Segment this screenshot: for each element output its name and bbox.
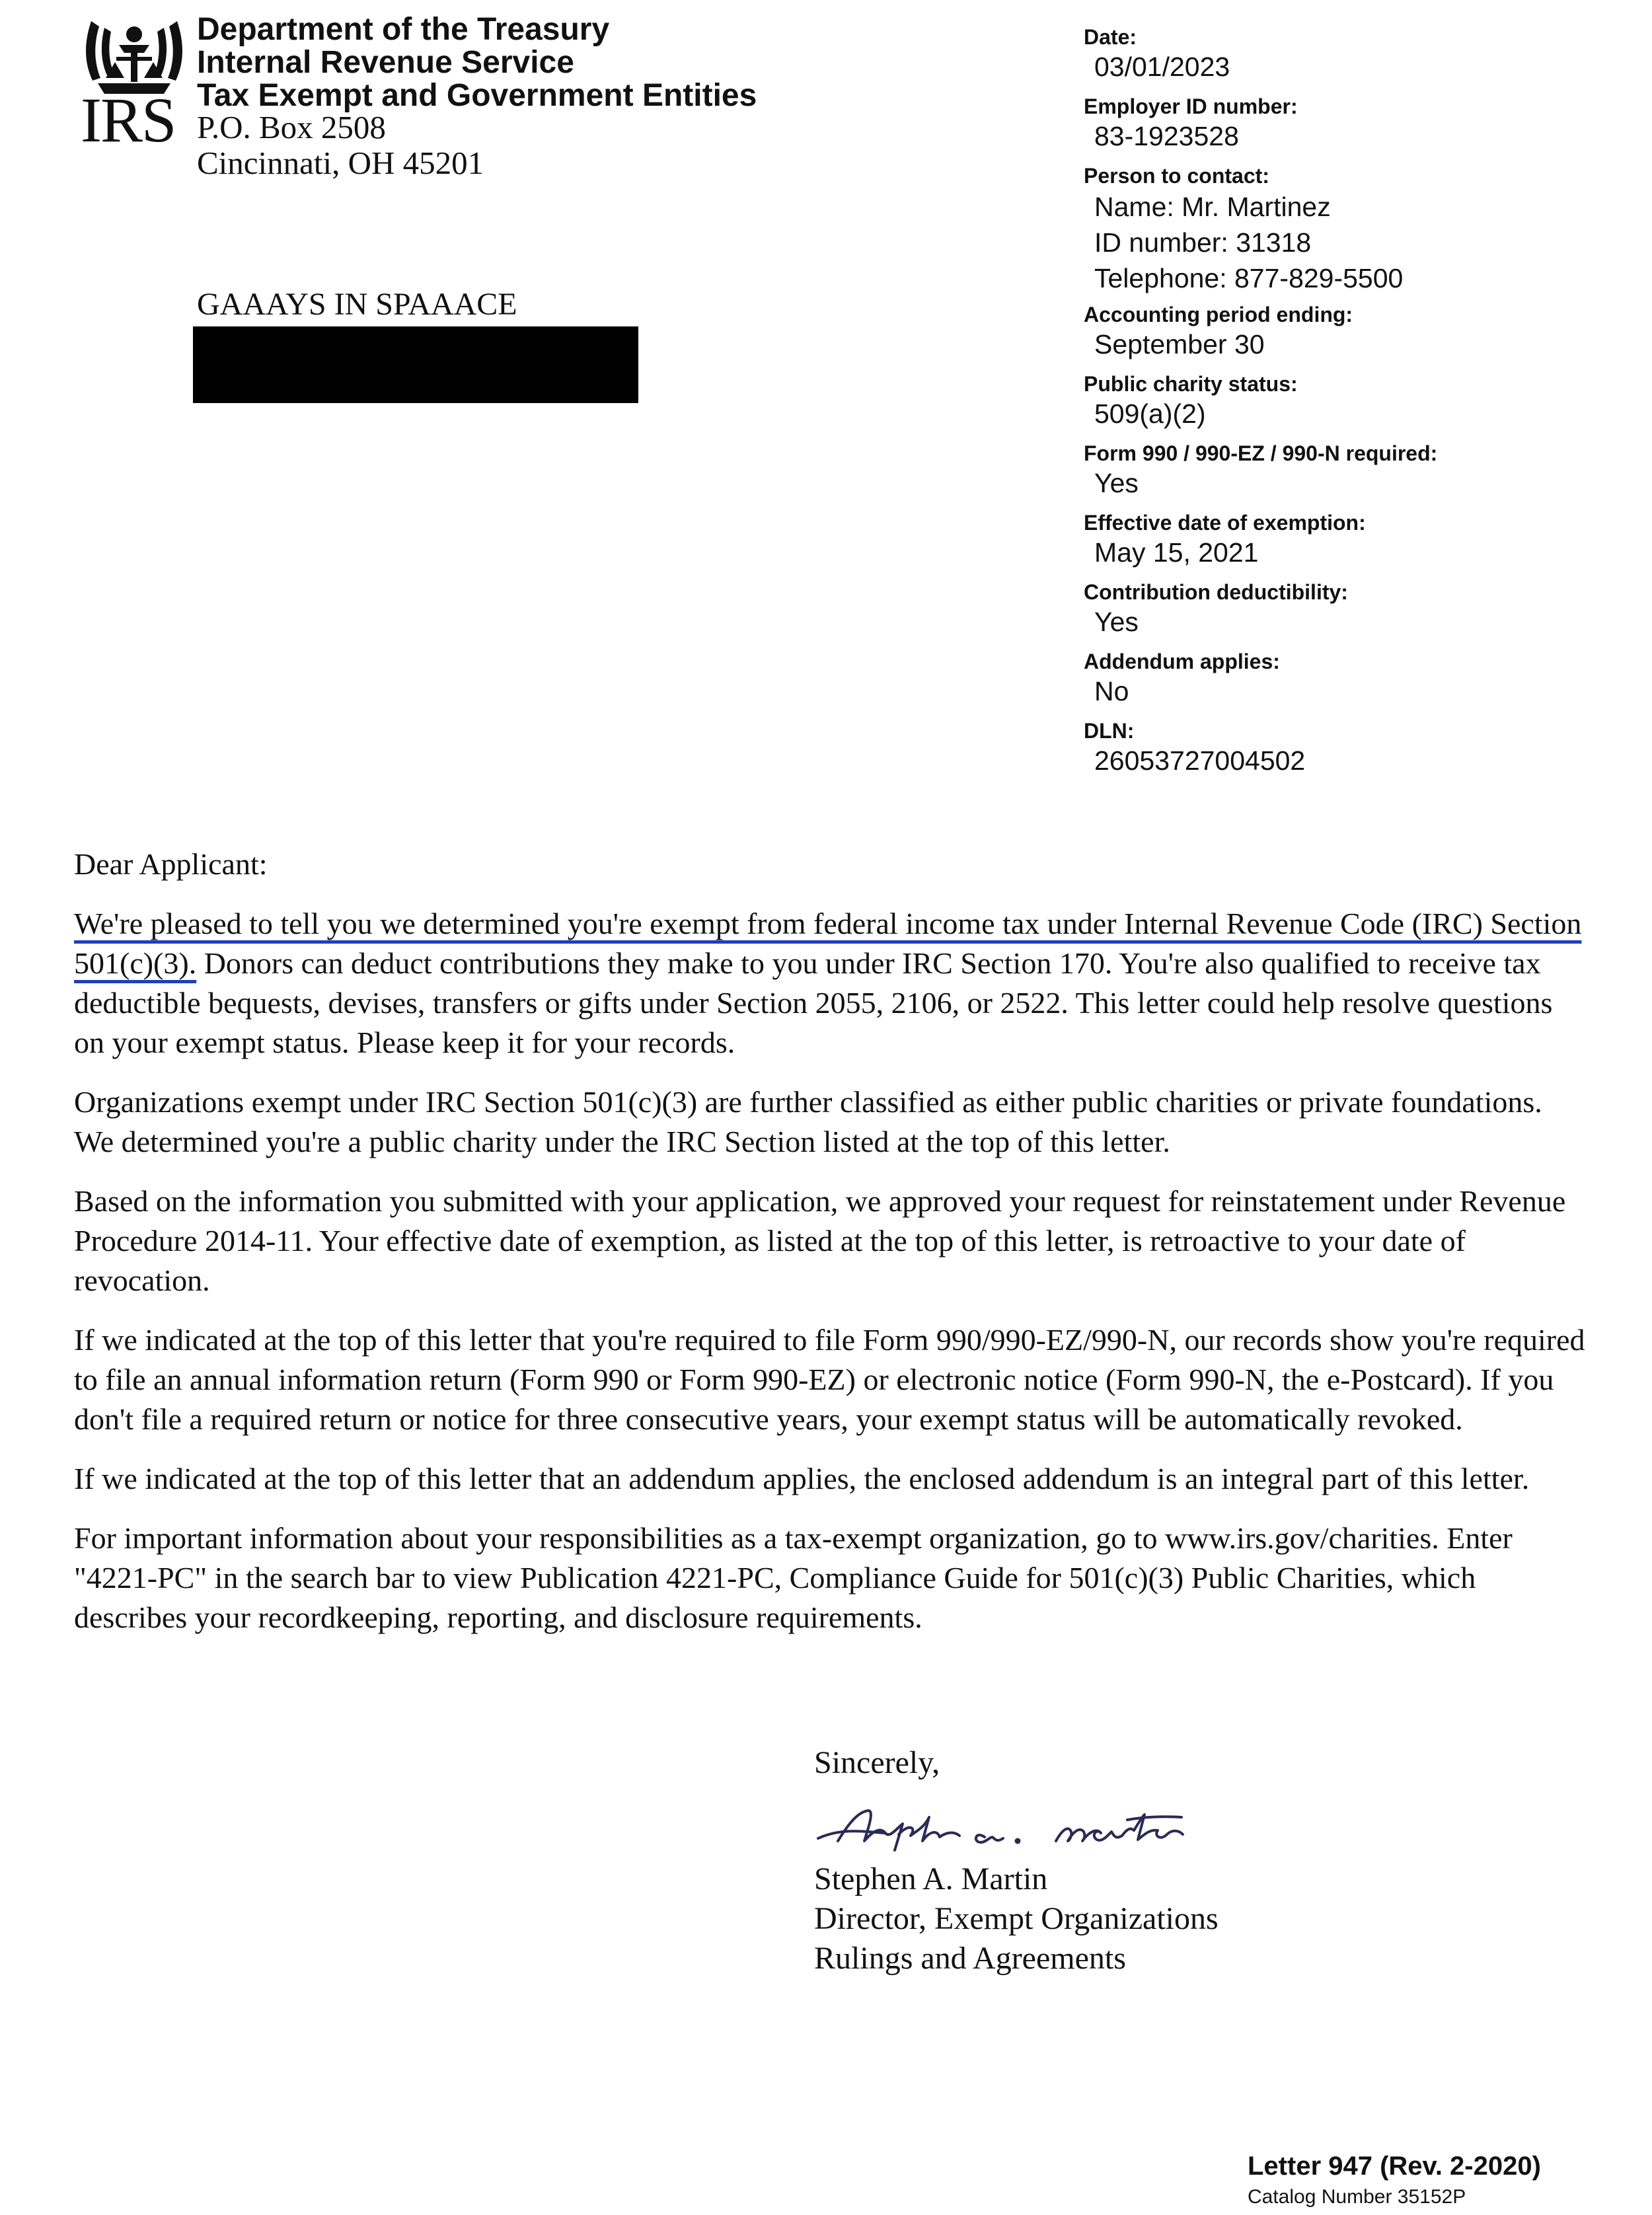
letter-body [74,845,1587,1657]
ein-label: Employer ID number: [1084,94,1298,118]
form-required-value: Yes [1094,468,1139,498]
contact-name: Name: Mr. Martinez [1094,192,1331,222]
recipient-name: GAAAYS IN SPAAACE [197,287,517,322]
closing-sincerely: Sincerely, [814,1745,940,1780]
agency-line-2: Internal Revenue Service [197,45,574,80]
paragraph-4: If we indicated at the top of this letter that you're required to file Form 990/990-EZ/990-N, our records show you're required to file an annual information return (Form 990 or Form 990-EZ) or electronic notice (Form 990-N, the e-Postcard). If you don't file a required return or notice for three consecutive years, your exempt status will be automatically revoked. [74,1323,1585,1436]
letter-form-id: Letter 947 (Rev. 2-2020) [1248,2152,1541,2181]
agency-address [197,110,484,181]
paragraph-1 [74,904,1587,1063]
info-date [1084,24,1612,93]
period-value: September 30 [1094,329,1265,359]
deductibility-value: Yes [1094,607,1139,637]
charity-status-label: Public charity status: [1084,372,1298,396]
signer-block [814,1859,1219,1978]
paragraph-1-rest: Donors can deduct contributions they make to you under IRC Section 170. You're also qualified to receive tax deductible bequests, devises, transfers or gifts under Section 2055, 2106, or 2522. This letter could help resolve questions on your exempt status. Please keep it for your records. [74,946,1553,1059]
catalog-number: Catalog Number 35152P [1248,2186,1466,2208]
info-addendum [1084,648,1612,718]
address-line-2: Cincinnati, OH 45201 [197,145,484,181]
info-ein [1084,93,1612,163]
signer-name: Stephen A. Martin [814,1861,1048,1896]
letter-info-panel [1084,24,1612,787]
form-required-label: Form 990 / 990-EZ / 990-N required: [1084,441,1438,465]
paragraph-1-underlined: We're pleased to tell you we determined you're exempt from federal income tax under Internal Revenue Code (IRC) Section 501(c)(3). [74,907,1582,980]
info-dln [1084,718,1612,787]
irs-logo-text: IRS [81,85,176,155]
contact-label: Person to contact: [1084,164,1269,188]
signature-icon [811,1797,1208,1857]
info-form-required [1084,440,1612,509]
agency-line-3: Tax Exempt and Government Entities [197,78,757,113]
dln-value: 26053727004502 [1094,745,1306,776]
info-period [1084,301,1612,371]
signer-title-1: Director, Exempt Organizations [814,1901,1219,1936]
contact-id: ID number: 31318 [1094,227,1312,258]
deductibility-label: Contribution deductibility: [1084,580,1348,604]
agency-line-1: Department of the Treasury [197,12,610,47]
info-effective-date [1084,509,1612,579]
agency-name [197,13,757,112]
info-deductibility [1084,579,1612,648]
effective-date-label: Effective date of exemption: [1084,511,1366,535]
addendum-value: No [1094,676,1129,706]
info-contact [1084,163,1612,301]
address-line-1: P.O. Box 2508 [197,109,386,145]
salutation: Dear Applicant: [74,847,268,881]
redacted-address-block [193,326,638,403]
ein-value: 83-1923528 [1094,121,1239,151]
charity-status-value: 509(a)(2) [1094,398,1206,429]
handwritten-signature [811,1797,1208,1857]
paragraph-3: Based on the information you submitted with your application, we approved your request for reinstatement under Revenue Procedure 2014-11. Your effective date of exemption, as listed at the top of this letter, is retroactive to your date of revocation. [74,1184,1566,1297]
date-label: Date: [1084,25,1137,49]
contact-phone: Telephone: 877-829-5500 [1094,263,1404,293]
paragraph-2: Organizations exempt under IRC Section 501(c)(3) are further classified as either public charities or private foundations. We determined you're a public charity under the IRC Section listed at the top of this letter. [74,1085,1542,1158]
period-label: Accounting period ending: [1084,303,1353,326]
dln-label: DLN: [1084,719,1135,743]
paragraph-6: For important information about your responsibilities as a tax-exempt organization, go to www.irs.gov/charities. Enter "4221-PC" in the search bar to view Publication 4221-PC, Compliance Guide for 501(c)(3) Public Charities, which describes your recordkeeping, reporting, and disclosure requirements. [74,1521,1513,1634]
effective-date-value: May 15, 2021 [1094,537,1259,568]
date-value: 03/01/2023 [1094,52,1230,82]
info-charity-status [1084,371,1612,440]
paragraph-5: If we indicated at the top of this letter that an addendum applies, the enclosed addendum is an integral part of this letter. [74,1462,1530,1495]
addendum-label: Addendum applies: [1084,650,1280,673]
signer-title-2: Rulings and Agreements [814,1941,1126,1976]
